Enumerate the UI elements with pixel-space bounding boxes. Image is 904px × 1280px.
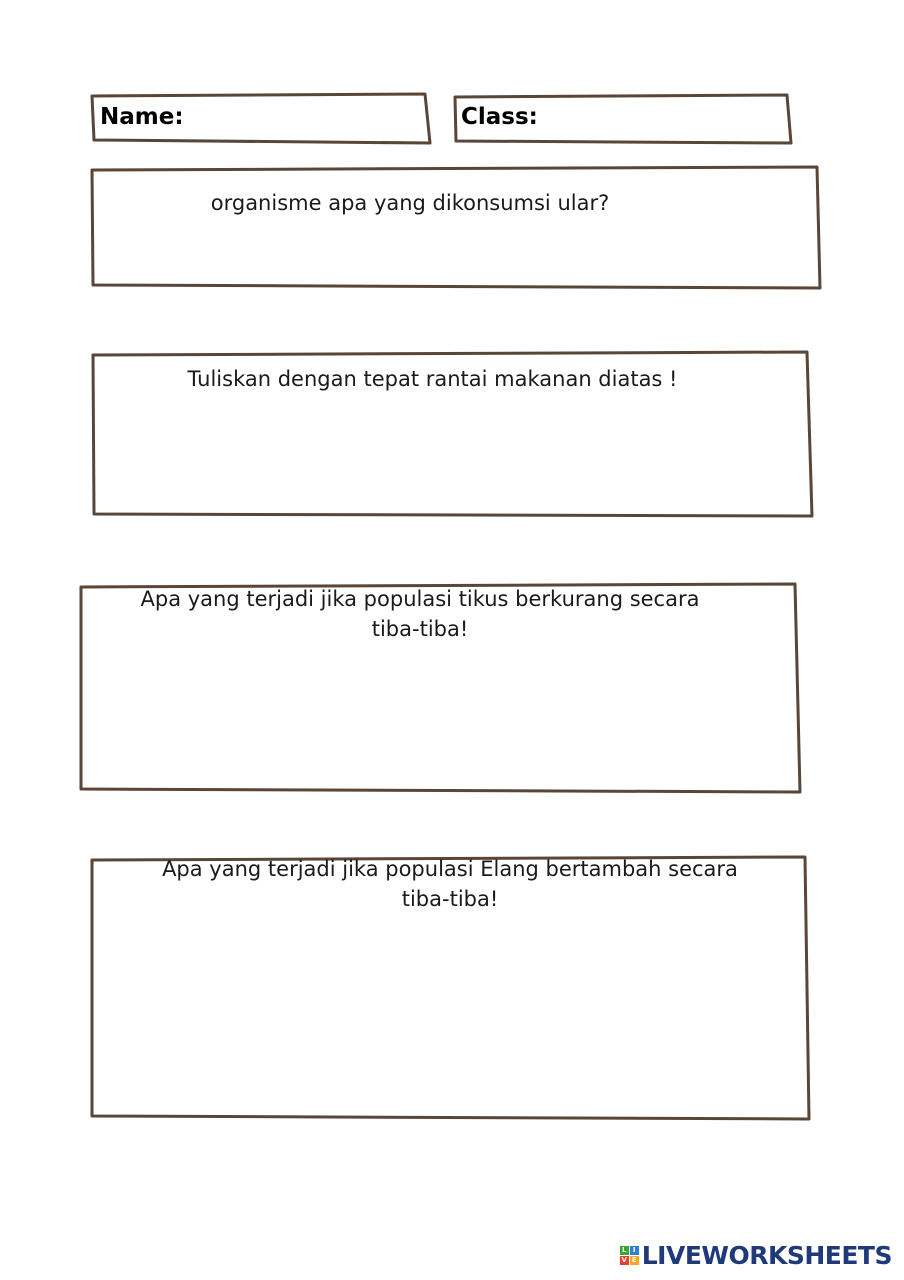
question-1-text: organisme apa yang dikonsumsi ular? bbox=[210, 191, 610, 215]
question-4-answer[interactable] bbox=[110, 930, 790, 1105]
class-label: Class: bbox=[461, 104, 538, 130]
question-3-line-2: tiba-tiba! bbox=[371, 617, 469, 641]
logo-letter-e: E bbox=[630, 1256, 639, 1265]
question-4-line-1: Apa yang terjadi jika populasi Elang bertambah secara bbox=[162, 857, 738, 881]
name-label: Name: bbox=[100, 104, 184, 130]
logo-letter-v: V bbox=[621, 1256, 627, 1264]
liveworksheets-logo-icon bbox=[620, 1246, 639, 1265]
logo-letter-l: L bbox=[620, 1246, 629, 1255]
liveworksheets-brand bbox=[620, 1241, 892, 1270]
question-4-text bbox=[130, 854, 770, 914]
question-2-text: Tuliskan dengan tepat rantai makanan diatas ! bbox=[187, 367, 678, 391]
question-4-line-2: tiba-tiba! bbox=[401, 887, 499, 911]
liveworksheets-wordmark: LIVEWORKSHEETS bbox=[641, 1241, 892, 1270]
logo-letter-i: I bbox=[630, 1246, 639, 1255]
question-3-line-1: Apa yang terjadi jika populasi tikus berkurang secara bbox=[140, 587, 700, 611]
